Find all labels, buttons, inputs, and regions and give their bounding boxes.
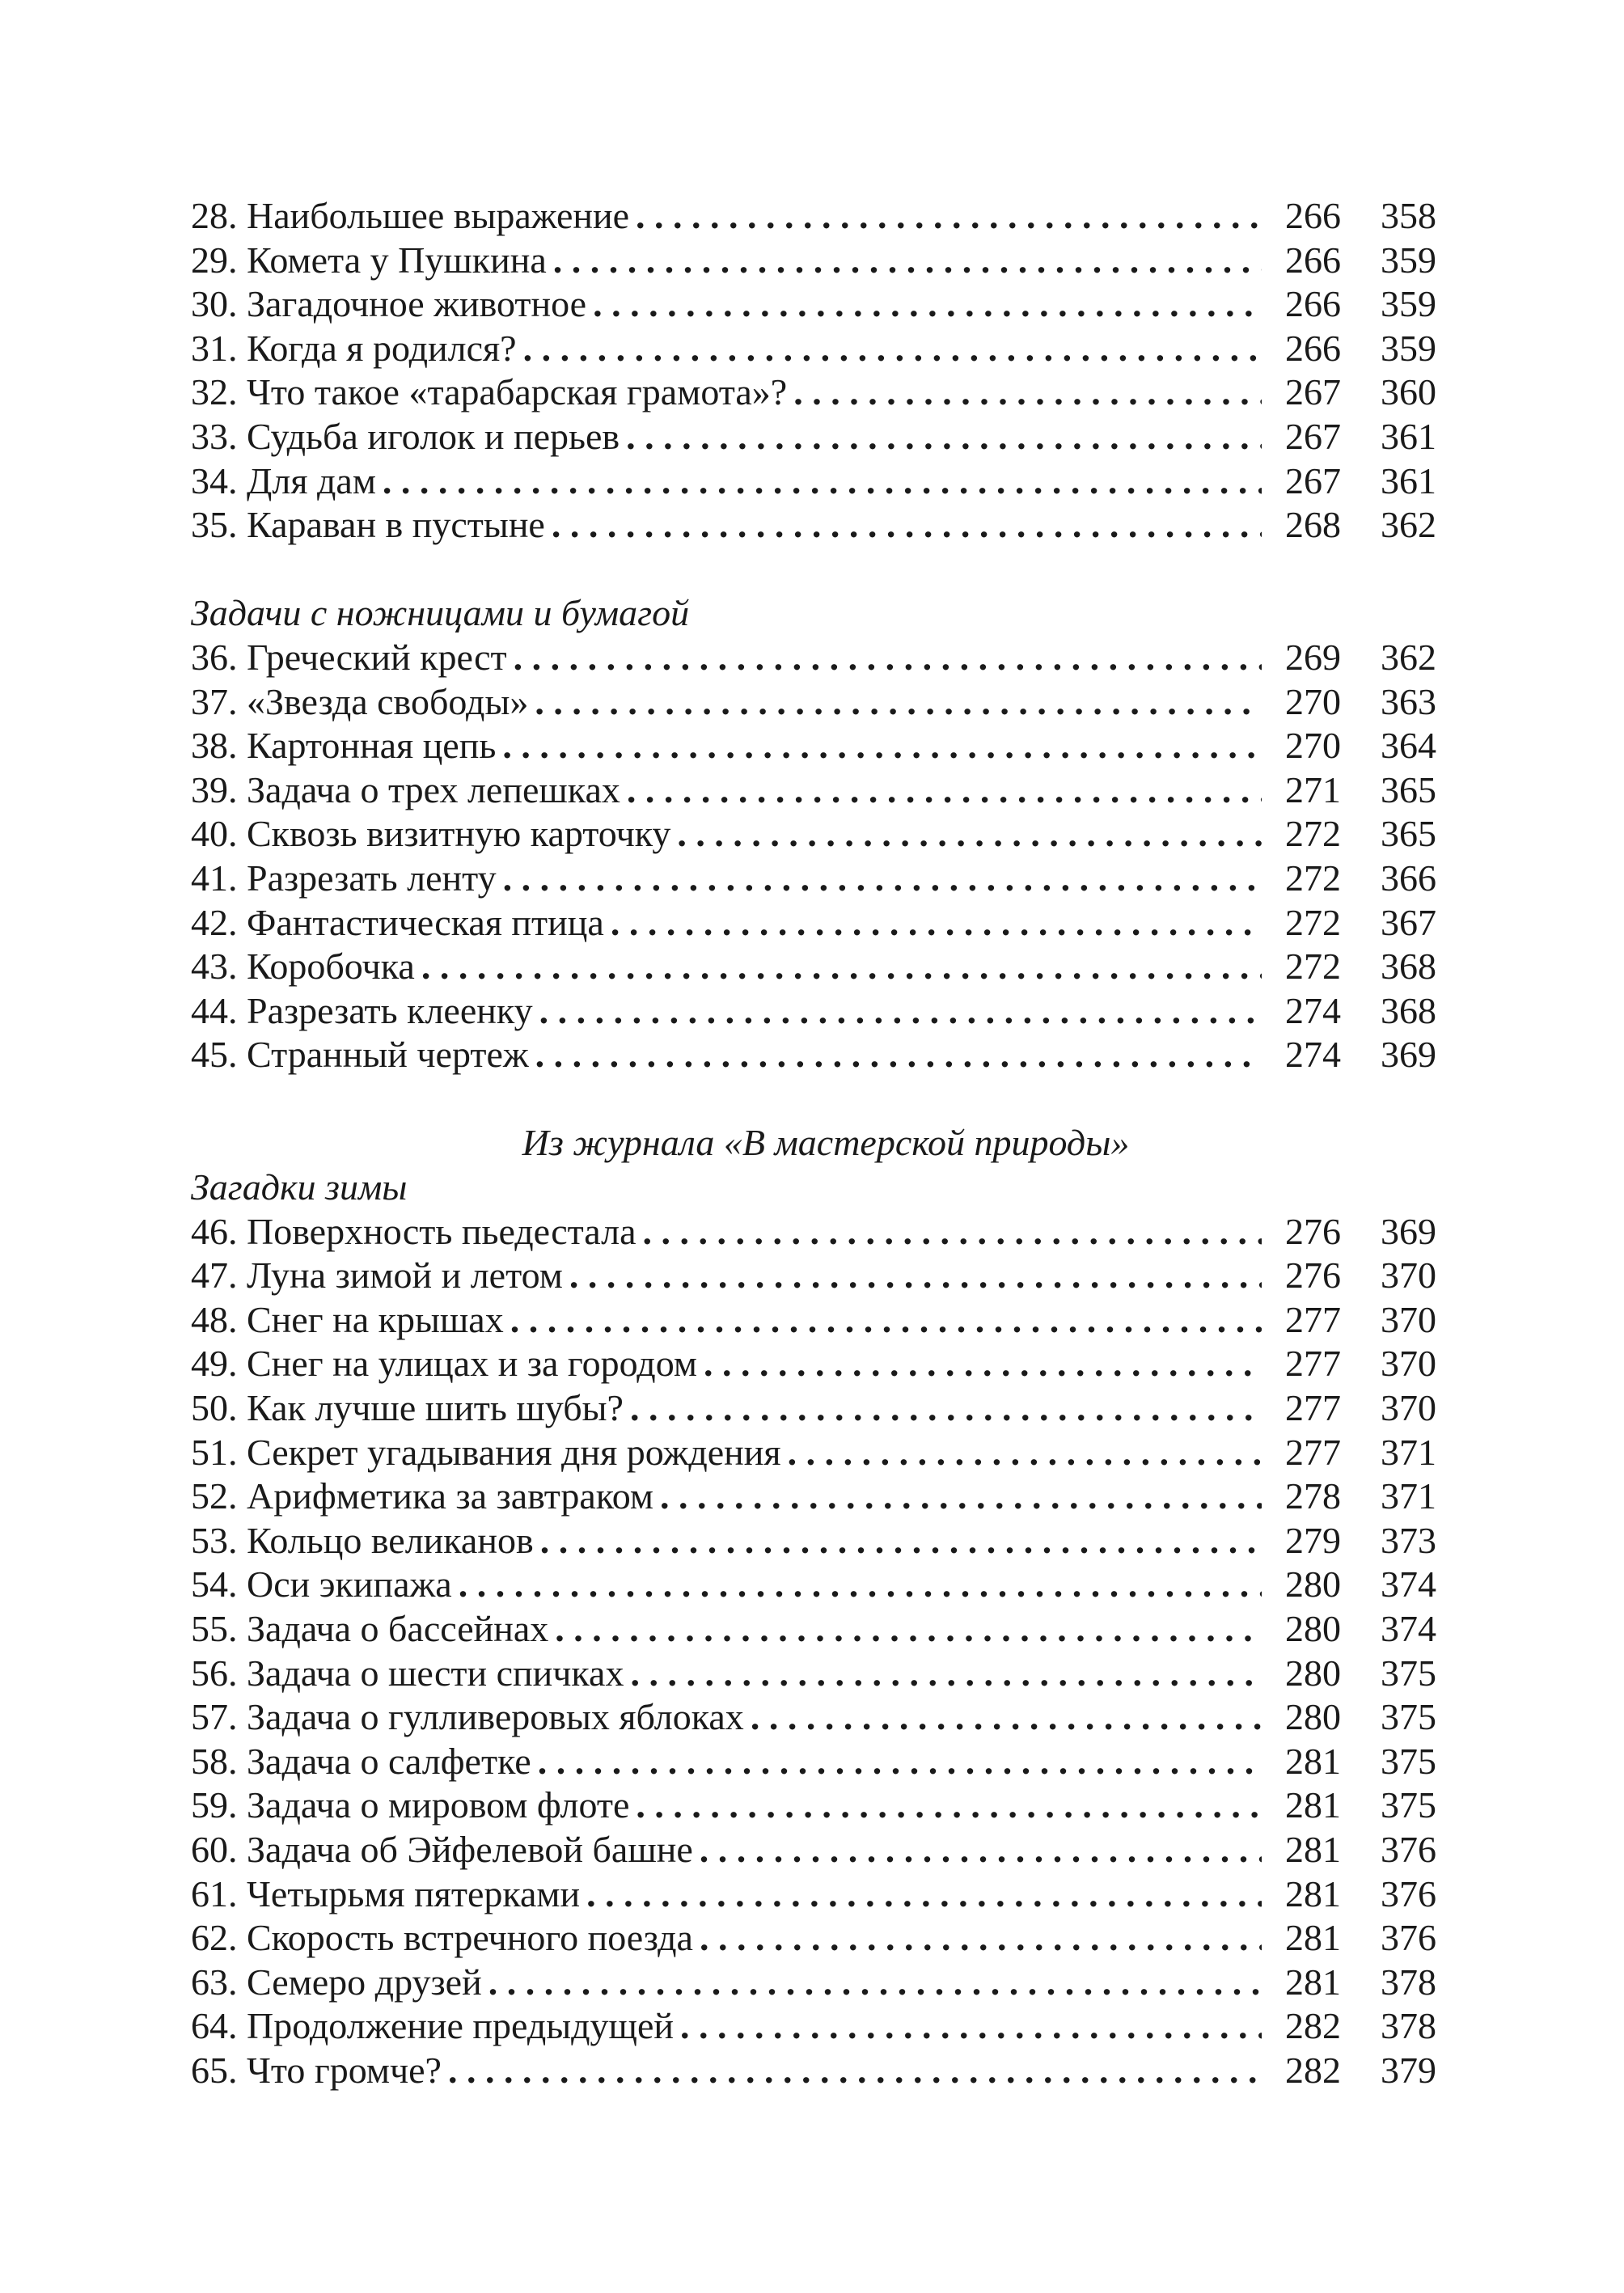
dot-leader: [627, 768, 1262, 813]
toc-entry: [191, 724, 1436, 768]
entry-title: 51. Секрет угадывания дня рождения: [191, 1431, 781, 1473]
dot-leader: [514, 636, 1262, 680]
answer-page-number: 365: [1381, 813, 1436, 855]
dot-leader: [488, 1961, 1262, 2005]
table-of-contents: [191, 194, 1436, 2093]
entry-title: 32. Что такое «тарабарская грамота»?: [191, 371, 788, 413]
section-heading: Задачи с ножницами и бумагой: [191, 592, 690, 634]
dot-leader: [636, 1783, 1262, 1828]
entry-title: 58. Задача о салфетке: [191, 1740, 531, 1782]
problem-page-number: 272: [1285, 946, 1341, 988]
toc-entry: [191, 1916, 1436, 1961]
section-heading: Загадки зимы: [191, 1166, 408, 1208]
entry-title: 45. Странный чертеж: [191, 1034, 529, 1076]
problem-page-number: 266: [1285, 239, 1341, 281]
answer-page-number: 368: [1381, 989, 1436, 1031]
toc-entry: [191, 989, 1436, 1034]
entry-title: 37. «Звезда свободы»: [191, 680, 529, 722]
answer-page-number: 379: [1381, 2049, 1436, 2091]
dot-leader: [626, 415, 1262, 459]
problem-page-number: 278: [1285, 1475, 1341, 1517]
problem-page-number: 276: [1285, 1254, 1341, 1297]
answer-page-number: 360: [1381, 371, 1436, 413]
problem-page-number: 267: [1285, 371, 1341, 413]
dot-leader: [535, 680, 1262, 725]
answer-page-number: 368: [1381, 946, 1436, 988]
problem-page-number: 267: [1285, 459, 1341, 501]
answer-page-number: 364: [1381, 725, 1436, 767]
answer-page-number: 371: [1381, 1431, 1436, 1473]
dot-leader: [510, 1298, 1262, 1343]
toc-entry: [191, 812, 1436, 857]
problem-page-number: 277: [1285, 1298, 1341, 1340]
entry-title: 29. Комета у Пушкина: [191, 239, 547, 281]
problem-page-number: 280: [1285, 1563, 1341, 1606]
dot-leader: [448, 2049, 1262, 2093]
entry-title: 46. Поверхность пьедестала: [191, 1210, 636, 1252]
problem-page-number: 280: [1285, 1696, 1341, 1738]
dot-leader: [751, 1695, 1262, 1740]
toc-entry: [191, 459, 1436, 504]
answer-page-number: 362: [1381, 636, 1436, 678]
answer-page-number: 365: [1381, 768, 1436, 810]
answer-page-number: 374: [1381, 1563, 1436, 1606]
entry-title: 55. Задача о бассейнах: [191, 1608, 549, 1649]
problem-page-number: 272: [1285, 901, 1341, 943]
entry-title: 65. Что громче?: [191, 2049, 442, 2091]
answer-page-number: 367: [1381, 901, 1436, 943]
answer-page-number: 370: [1381, 1298, 1436, 1340]
part-heading: Из журнала «В мастерской природы»: [522, 1122, 1130, 1164]
answer-page-number: 376: [1381, 1828, 1436, 1870]
dot-leader: [680, 2004, 1262, 2049]
dot-leader: [539, 989, 1262, 1034]
entry-title: 31. Когда я родился?: [191, 327, 517, 369]
answer-page-number: 361: [1381, 415, 1436, 457]
problem-page-number: 281: [1285, 1872, 1341, 1914]
toc-entry: [191, 1519, 1436, 1563]
answer-page-number: 363: [1381, 680, 1436, 722]
problem-page-number: 269: [1285, 636, 1341, 678]
toc-entry: [191, 2004, 1436, 2049]
toc-entry: [191, 503, 1436, 548]
toc-entry: [191, 194, 1436, 239]
answer-page-number: 376: [1381, 1872, 1436, 1914]
answer-page-number: 370: [1381, 1343, 1436, 1385]
dot-leader: [523, 327, 1262, 371]
entry-title: 57. Задача о гулливеровых яблоках: [191, 1696, 744, 1738]
answer-page-number: 361: [1381, 459, 1436, 501]
dot-leader: [636, 194, 1262, 239]
toc-entry: [191, 282, 1436, 327]
entry-title: 34. Для дам: [191, 459, 376, 501]
problem-page-number: 277: [1285, 1387, 1341, 1429]
answer-page-number: 369: [1381, 1210, 1436, 1252]
toc-entry: [191, 1386, 1436, 1431]
problem-page-number: 281: [1285, 1961, 1341, 2003]
entry-title: 62. Скорость встречного поезда: [191, 1917, 693, 1959]
toc-entry: [191, 239, 1436, 283]
entry-title: 54. Оси экипажа: [191, 1563, 452, 1606]
toc-entry: [191, 680, 1436, 725]
entry-title: 33. Судьба иголок и перьев: [191, 415, 620, 457]
dot-leader: [630, 1652, 1262, 1696]
entry-title: 49. Снег на улицах и за городом: [191, 1343, 697, 1385]
answer-page-number: 358: [1381, 195, 1436, 236]
answer-page-number: 376: [1381, 1917, 1436, 1959]
entry-title: 28. Наибольшее выражение: [191, 195, 630, 236]
dot-leader: [553, 239, 1262, 283]
problem-page-number: 282: [1285, 2005, 1341, 2047]
entry-title: 40. Сквозь визитную карточку: [191, 813, 671, 855]
dot-leader: [704, 1342, 1262, 1386]
toc-entry: [191, 1607, 1436, 1652]
entry-title: 36. Греческий крест: [191, 636, 507, 678]
problem-page-number: 266: [1285, 283, 1341, 325]
dot-leader: [677, 812, 1262, 857]
toc-entry: [191, 1563, 1436, 1607]
toc-entry: [191, 415, 1436, 459]
entry-title: 30. Загадочное животное: [191, 283, 587, 325]
dot-leader: [793, 370, 1262, 415]
answer-page-number: 366: [1381, 857, 1436, 899]
entry-title: 52. Арифметика за завтраком: [191, 1475, 654, 1517]
entry-title: 64. Продолжение предыдущей: [191, 2005, 674, 2047]
problem-page-number: 266: [1285, 327, 1341, 369]
problem-page-number: 281: [1285, 1740, 1341, 1782]
dot-leader: [586, 1872, 1262, 1917]
answer-page-number: 370: [1381, 1254, 1436, 1297]
answer-page-number: 375: [1381, 1740, 1436, 1782]
toc-entry: [191, 1342, 1436, 1386]
problem-page-number: 271: [1285, 768, 1341, 810]
toc-entry: [191, 1961, 1436, 2005]
dot-leader: [535, 1033, 1262, 1077]
entry-title: 43. Коробочка: [191, 946, 415, 988]
problem-page-number: 276: [1285, 1210, 1341, 1252]
toc-entry: [191, 768, 1436, 813]
toc-entry: [191, 1740, 1436, 1784]
dot-leader: [503, 857, 1262, 901]
section-gap: [191, 1077, 1436, 1122]
problem-page-number: 266: [1285, 195, 1341, 236]
entry-title: 56. Задача о шести спичках: [191, 1652, 624, 1694]
toc-entry: [191, 1652, 1436, 1696]
entry-title: 38. Картонная цепь: [191, 725, 497, 767]
toc-entry: [191, 636, 1436, 680]
toc-entry: [191, 901, 1436, 946]
entry-title: 60. Задача об Эйфелевой башне: [191, 1828, 693, 1870]
dot-leader: [643, 1210, 1262, 1254]
answer-page-number: 359: [1381, 239, 1436, 281]
dot-leader: [538, 1740, 1262, 1784]
section-gap: [191, 548, 1436, 592]
answer-page-number: 371: [1381, 1475, 1436, 1517]
problem-page-number: 270: [1285, 725, 1341, 767]
toc-entry: [191, 1298, 1436, 1343]
entry-title: 61. Четырьмя пятерками: [191, 1872, 581, 1914]
entry-title: 47. Луна зимой и летом: [191, 1254, 563, 1297]
toc-entry: [191, 370, 1436, 415]
dot-leader: [788, 1431, 1262, 1475]
dot-leader: [555, 1607, 1262, 1652]
problem-page-number: 281: [1285, 1784, 1341, 1826]
dot-leader: [459, 1563, 1262, 1607]
toc-entry: [191, 1210, 1436, 1254]
toc-entry: [191, 1254, 1436, 1298]
problem-page-number: 281: [1285, 1917, 1341, 1959]
entry-title: 35. Караван в пустыне: [191, 504, 545, 546]
answer-page-number: 374: [1381, 1608, 1436, 1649]
toc-entry: [191, 1872, 1436, 1917]
entry-title: 48. Снег на крышах: [191, 1298, 504, 1340]
dot-leader: [569, 1254, 1262, 1298]
toc-entry: [191, 1474, 1436, 1519]
problem-page-number: 268: [1285, 504, 1341, 546]
answer-page-number: 369: [1381, 1034, 1436, 1076]
answer-page-number: 375: [1381, 1696, 1436, 1738]
problem-page-number: 274: [1285, 989, 1341, 1031]
toc-entry: [191, 945, 1436, 989]
problem-page-number: 267: [1285, 415, 1341, 457]
answer-page-number: 370: [1381, 1387, 1436, 1429]
entry-title: 44. Разрезать клеенку: [191, 989, 533, 1031]
dot-leader: [700, 1828, 1262, 1872]
toc-entry: [191, 1695, 1436, 1740]
dot-leader: [421, 945, 1262, 989]
toc-entry: [191, 1828, 1436, 1872]
dot-leader: [383, 459, 1262, 504]
entry-title: 39. Задача о трех лепешках: [191, 768, 620, 810]
answer-page-number: 375: [1381, 1784, 1436, 1826]
dot-leader: [552, 503, 1262, 548]
problem-page-number: 281: [1285, 1828, 1341, 1870]
answer-page-number: 373: [1381, 1519, 1436, 1561]
toc-entry: [191, 857, 1436, 901]
answer-page-number: 359: [1381, 283, 1436, 325]
dot-leader: [660, 1474, 1262, 1519]
problem-page-number: 277: [1285, 1431, 1341, 1473]
dot-leader: [611, 901, 1262, 946]
problem-page-number: 272: [1285, 857, 1341, 899]
toc-entry: [191, 2049, 1436, 2093]
entry-title: 53. Кольцо великанов: [191, 1519, 534, 1561]
dot-leader: [540, 1519, 1262, 1563]
answer-page-number: 362: [1381, 504, 1436, 546]
problem-page-number: 272: [1285, 813, 1341, 855]
toc-entry: [191, 1783, 1436, 1828]
problem-page-number: 282: [1285, 2049, 1341, 2091]
toc-entry: [191, 1431, 1436, 1475]
problem-page-number: 277: [1285, 1343, 1341, 1385]
entry-title: 41. Разрезать ленту: [191, 857, 497, 899]
entry-title: 63. Семеро друзей: [191, 1961, 482, 2003]
entry-title: 42. Фантастическая птица: [191, 901, 604, 943]
answer-page-number: 359: [1381, 327, 1436, 369]
entry-title: 50. Как лучше шить шубы?: [191, 1387, 624, 1429]
problem-page-number: 280: [1285, 1608, 1341, 1649]
entry-title: 59. Задача о мировом флоте: [191, 1784, 630, 1826]
toc-entry: [191, 327, 1436, 371]
dot-leader: [700, 1916, 1262, 1961]
answer-page-number: 378: [1381, 2005, 1436, 2047]
problem-page-number: 274: [1285, 1034, 1341, 1076]
problem-page-number: 279: [1285, 1519, 1341, 1561]
dot-leader: [502, 724, 1262, 768]
problem-page-number: 270: [1285, 680, 1341, 722]
answer-page-number: 375: [1381, 1652, 1436, 1694]
problem-page-number: 280: [1285, 1652, 1341, 1694]
toc-entry: [191, 1033, 1436, 1077]
dot-leader: [593, 282, 1262, 327]
answer-page-number: 378: [1381, 1961, 1436, 2003]
dot-leader: [630, 1386, 1262, 1431]
